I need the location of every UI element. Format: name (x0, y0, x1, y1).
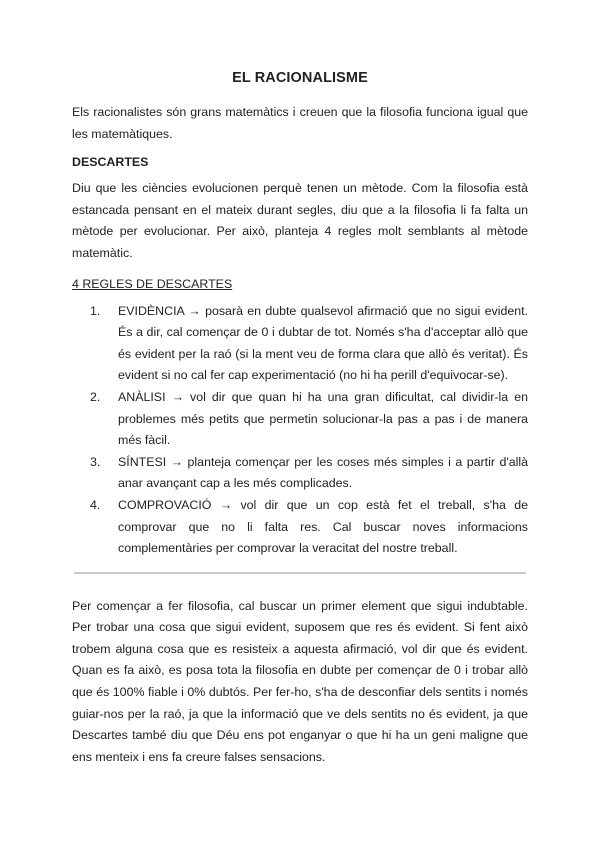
rule-text: EVIDÈNCIA → posarà en dubte qualsevol afirmació que no sigui evident. És a dir, cal començar de 0 i dubtar de tot. Només s'ha d'acceptar allò que és evident per la raó (si la ment veu de forma clara que allò és veritat). És evident si no cal fer cap experimentació (no hi ha perill d'equivocar-se). (118, 303, 528, 383)
rule-item-evidencia (90, 301, 528, 387)
intro-paragraph: Els racionalistes són grans matemàtics i creuen que la filosofia funciona igual que les matemàtiques. (72, 105, 528, 141)
section-heading-descartes: DESCARTES (72, 155, 149, 170)
rule-number: 4. (90, 497, 101, 512)
rule-number: 3. (90, 454, 101, 469)
page-title: EL RACIONALISME (232, 70, 368, 86)
rule-item-comprovacio (90, 495, 528, 560)
rule-text: COMPROVACIÓ → vol dir que un cop està fet el treball, s'ha de comprovar que no li falta res. Cal buscar noves informacions complementàries per comprovar la veracitat del nostre treball. (118, 497, 528, 556)
rules-heading: 4 REGLES DE DESCARTES (72, 276, 233, 291)
rules-list (72, 301, 528, 560)
rule-item-analisi (90, 387, 528, 452)
horizontal-divider (74, 572, 526, 574)
closing-paragraph: Per començar a fer filosofia, cal buscar un primer element que sigui indubtable. Per trobar una cosa que sigui evident, suposem que res és evident. Si fent això trobem alguna cosa que es resisteix a aquesta afirmació, vol dir que és evident. Quan es fa això, es posa tota la filosofia en dubte per començar de 0 i trobar allò que és 100% fiable i 0% dubtós. Per fer-ho, s'ha de desconfiar dels sentits i només guiar-nos per la raó, ja que la informació que ve dels sentits no és evident, ja que Descartes també diu que Déu ens pot enganyar o que hi ha un geni maligne que ens menteix i ens fa creure falses sensacions. (72, 598, 528, 764)
rule-number: 2. (90, 389, 101, 404)
rule-number: 1. (90, 303, 101, 318)
rule-item-sintesi (90, 452, 528, 495)
rule-text: ANÀLISI → vol dir que quan hi ha una gran dificultat, cal dividir-la en problemes més petits que permetin solucionar-la pas a pas i de manera més fàcil. (118, 389, 528, 448)
descartes-paragraph: Diu que les ciències evolucionen perquè tenen un mètode. Com la filosofia està estancada pensant en el mateix durant segles, diu que a la filosofia li fa falta un mètode per evolucionar. Per això, planteja 4 regles molt semblants al mètode matemàtic. (72, 181, 528, 260)
rule-text: SÍNTESI → planteja començar per les coses més simples i a partir d'allà anar avançant cap a les més complicades. (118, 454, 528, 491)
